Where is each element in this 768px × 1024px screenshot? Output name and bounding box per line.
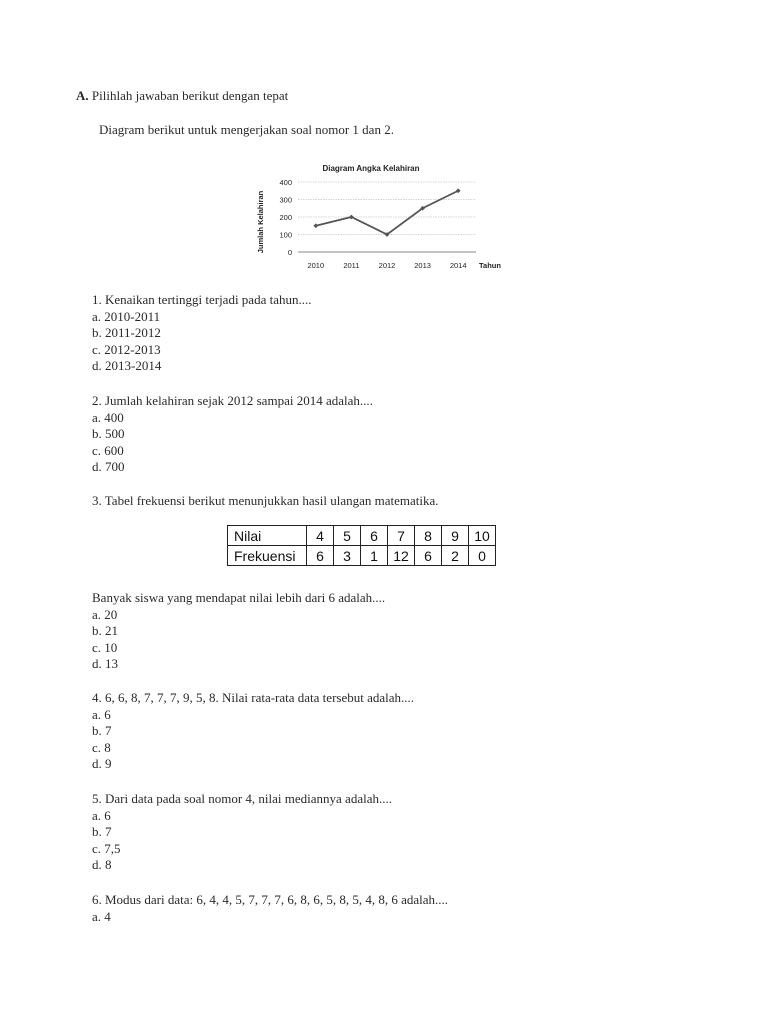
chart-x-tick-label: 2010: [307, 261, 325, 270]
question-5-option-c: c. 7,5: [92, 840, 121, 856]
table-row: [228, 546, 496, 566]
question-1-option-b: b. 2011-2012: [92, 325, 161, 340]
question-5-option-b: b. 7: [92, 824, 112, 839]
question-2-option-b: b. 500: [92, 426, 125, 441]
chart-x-tick-label: 2014: [449, 261, 467, 270]
section-letter: A.: [76, 88, 89, 103]
table-row-label-frekuensi: Frekuensi: [228, 546, 307, 566]
question-3-option-a: a. 20: [92, 606, 118, 622]
frequency-table: [227, 525, 496, 566]
chart-y-tick-label: 300: [279, 195, 292, 205]
question-2: [92, 393, 373, 476]
table-row-label-nilai: Nilai: [228, 526, 307, 546]
question-3-option-b: b. 21: [92, 623, 118, 638]
question-4-option-a: a. 6: [92, 706, 111, 722]
table-cell: 1: [361, 546, 388, 566]
intro-text: Diagram berikut untuk mengerjakan soal nomor 1 dan 2.: [99, 122, 394, 137]
chart-y-ticks: [279, 178, 292, 257]
chart-series-line: [316, 191, 458, 235]
table-cell: 0: [469, 546, 496, 566]
chart-title: Diagram Angka Kelahiran: [322, 164, 420, 173]
question-3-text: 3. Tabel frekuensi berikut menunjukkan hasil ulangan matematika.: [92, 493, 439, 508]
table-row: [228, 526, 496, 546]
table-cell: 6: [307, 546, 334, 566]
question-5-text: 5. Dari data pada soal nomor 4, nilai mediannya adalah....: [92, 791, 392, 806]
chart-grid: [298, 182, 476, 252]
question-3-sub: [92, 590, 385, 673]
table-cell: 6: [415, 546, 442, 566]
question-1-option-d: d. 2013-2014: [92, 358, 162, 373]
question-4: [92, 690, 414, 773]
question-3-option-d: d. 13: [92, 656, 118, 671]
chart-data-point: [313, 223, 318, 228]
table-cell: 5: [334, 526, 361, 546]
question-4-text: 4. 6, 6, 8, 7, 7, 7, 9, 5, 8. Nilai rata-rata data tersebut adalah....: [92, 690, 415, 705]
question-6-option-a: a. 4: [92, 908, 111, 924]
question-2-option-a: a. 400: [92, 409, 124, 425]
question-6-text: 6. Modus dari data: 6, 4, 4, 5, 7, 7, 7, 6, 8, 6, 5, 8, 5, 4, 8, 6 adalah....: [92, 892, 449, 907]
birth-rate-line-chart: [250, 156, 518, 274]
table-cell: 9: [442, 526, 469, 546]
question-2-option-d: d. 700: [92, 459, 125, 474]
chart-y-tick-label: 200: [279, 212, 292, 222]
question-1: [92, 292, 311, 375]
question-3-sub-text: Banyak siswa yang mendapat nilai lebih dari 6 adalah....: [92, 590, 386, 605]
table-cell: 3: [334, 546, 361, 566]
question-4-option-c: c. 8: [92, 739, 111, 755]
chart-y-tick-label: 400: [279, 177, 292, 187]
table-cell: 8: [415, 526, 442, 546]
question-2-text: 2. Jumlah kelahiran sejak 2012 sampai 2014 adalah....: [92, 393, 373, 408]
chart-points: [313, 188, 460, 237]
chart-x-tick-label: 2011: [343, 261, 360, 270]
question-5: [92, 791, 392, 874]
question-2-option-c: c. 600: [92, 442, 124, 458]
question-5-option-a: a. 6: [92, 807, 111, 823]
chart-ylabel: Jumlah Kelahiran: [256, 190, 265, 254]
chart-y-tick-label: 0: [287, 247, 292, 257]
chart-x-ticks: [307, 261, 466, 270]
section-instruction: Pilihlah jawaban berikut dengan tepat: [91, 88, 289, 103]
table-cell: 4: [307, 526, 334, 546]
question-4-option-d: d. 9: [92, 756, 112, 771]
table-cell: 6: [361, 526, 388, 546]
chart-x-tick-label: 2013: [414, 261, 431, 270]
section-heading: [76, 88, 288, 105]
table-cell: 7: [388, 526, 415, 546]
question-4-option-b: b. 7: [92, 723, 112, 738]
question-1-text: 1. Kenaikan tertinggi terjadi pada tahun....: [92, 292, 312, 307]
question-1-option-c: c. 2012-2013: [92, 341, 161, 357]
table-cell: 10: [469, 526, 496, 546]
question-5-option-d: d. 8: [92, 857, 112, 872]
question-3-option-c: c. 10: [92, 639, 118, 655]
table-cell: 12: [388, 546, 415, 566]
table-cell: 2: [442, 546, 469, 566]
chart-x-tick-label: 2012: [378, 261, 396, 270]
chart-xlabel: Tahun: [479, 261, 501, 270]
chart-y-tick-label: 100: [279, 230, 292, 240]
question-6: [92, 892, 448, 925]
question-1-option-a: a. 2010-2011: [92, 308, 161, 324]
